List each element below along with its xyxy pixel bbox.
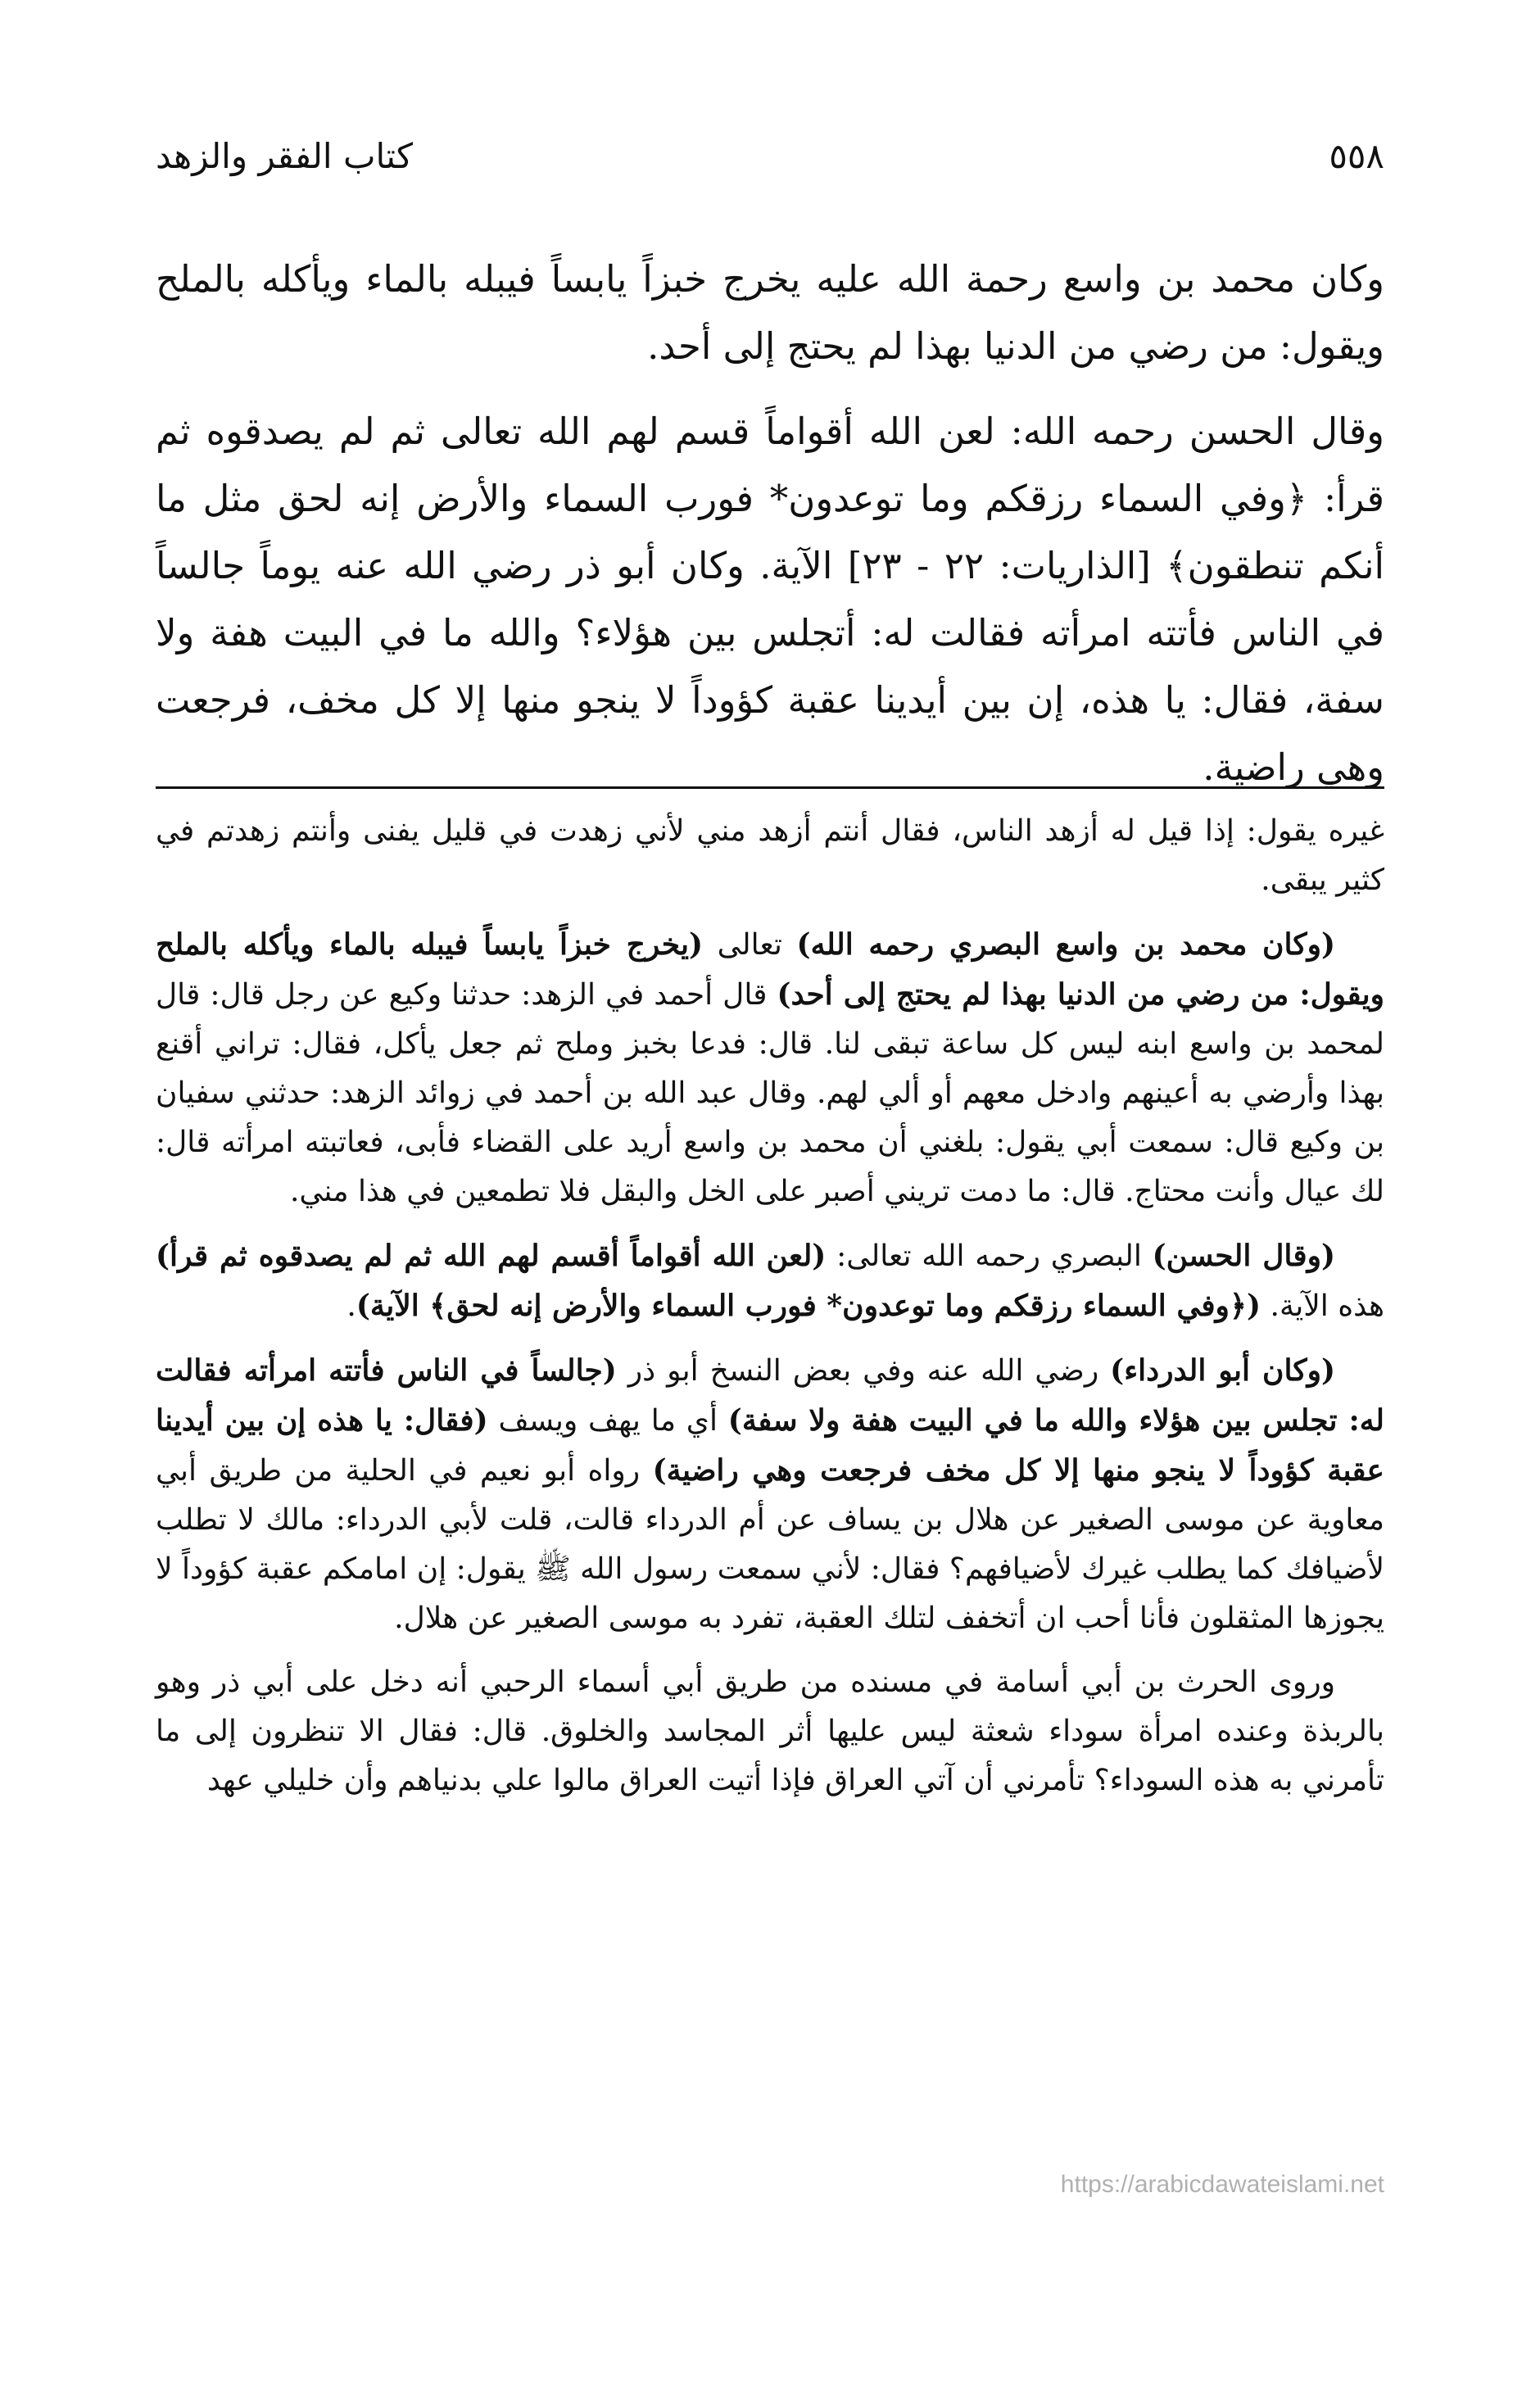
- commentary-text: البصري رحمه الله تعالى:: [826, 1239, 1153, 1273]
- commentary-text: رواه أبو نعيم في الحلية من طريق أبي معاوية عن موسى الصغير عن هلال بن يساف عن أم الدرداء قالت، قلت لأبي الدرداء: مالك لا تطلب لأضيافك كما يطلب غيرك لأضيافهم؟ فقال: لأني سمعت رسول الله ﷺ يقول: إن امامكم عقبة كؤوداً لا يجوزها المثقلون فأنا أحب ان أتخفف لتلك العقبة، تفرد به موسى الصغير عن هلال.: [156, 1454, 1384, 1635]
- commentary-paragraph-5: وروى الحرث بن أبي أسامة في مسنده من طريق أبي أسماء الرحبي أنه دخل على أبي ذر وهو بالربذة وعنده امرأة سوداء شعثة ليس عليها أثر المجاسد والخلوق. قال: فقال الا تنظرون إلى ما تأمرني به هذه السوداء؟ تأمرني أن آتي العراق فإذا أتيت العراق مالوا علي بدنياهم وأن خليلي عهد: [156, 1665, 1384, 1797]
- main-paragraph-2: وقال الحسن رحمه الله: لعن الله أقواماً قسم لهم الله تعالى ثم لم يصدقوه ثم قرأ: ﴿وفي السماء رزقكم وما توعدون* فورب السماء والأرض إنه لحق مثل ما أنكم تنطقون﴾ [الذاريات: ٢٢ - ٢٣] الآية. وكان أبو ذر رضي الله عنه يوماً جالساً في الناس فأتته امرأته فقالت له: أتجلس بين هؤلاء؟ والله ما في البيت هفة ولا سفة، فقال: يا هذه، إن بين أيدينا عقبة كؤوداً لا ينجو منها إلا كل مخف، فرجعت وهي راضية.: [156, 410, 1384, 789]
- commentary-text: أي ما يهف ويسف: [487, 1404, 728, 1438]
- commentary-text: قال أحمد في الزهد: حدثنا وكيع عن رجل قال: قال لمحمد بن واسع ابنه ليس كل ساعة تبقى لنا. قال: فدعا بخبز وملح ثم جعل يأكل، فقال: تراني أقنع بهذا وأرضي به أعينهم وادخل معهم أو ألي لهم. وقال عبد الله بن أحمد في زوائد الزهد: حدثني سفيان بن وكيع قال: سمعت أبي يقول: بلغني أن محمد بن واسع أريد على القضاء فأبى، فعاتبته امرأته قال: لك عيال وأنت محتاج. قال: ما دمت تريني أصبر على الخل والبقل فلا تطمعين في هذا مني.: [156, 978, 1384, 1208]
- quoted-text: (لعن الله أقواماً أقسم لهم الله ثم لم يصدقوه ثم قرأ): [156, 1239, 827, 1273]
- main-text: [156, 246, 1384, 819]
- commentary: [156, 807, 1384, 1820]
- commentary-text: هذه الآية.: [1261, 1289, 1384, 1323]
- running-title: كتاب الفقر والزهد: [156, 135, 413, 176]
- quoted-text: (﴿وفي السماء رزقكم وما توعدون* فورب السماء والأرض إنه لحق﴾ الآية): [356, 1289, 1261, 1323]
- commentary-paragraph-4: [156, 1346, 1384, 1643]
- quoted-text: (وكان محمد بن واسع البصري رحمه الله): [796, 927, 1335, 962]
- quoted-text: (وقال الحسن): [1152, 1239, 1336, 1273]
- commentary-paragraph-2: [156, 920, 1384, 1216]
- quoted-text: (فقال: يا هذه إن بين أيدينا عقبة كؤوداً لا ينجو منها إلا كل مخف فرجعت وهي راضية): [156, 1403, 1385, 1488]
- quoted-text: (يخرج خبزاً يابساً فيبله بالماء ويأكله بالملح ويقول: من رضي من الدنيا بهذا لم يحتج إلى أحد): [156, 927, 1384, 1012]
- watermark-url: https://arabicdawateislami.net: [1060, 2171, 1384, 2198]
- commentary-paragraph-1: غيره يقول: إذا قيل له أزهد الناس، فقال أنتم أزهد مني لأني زهدت في قليل يفنى وأنتم زهدتم في كثير يبقى.: [156, 814, 1384, 897]
- main-paragraph-1: وكان محمد بن واسع رحمة الله عليه يخرج خبزاً يابساً فيبله بالماء ويأكله بالملح ويقول: من رضي من الدنيا بهذا لم يحتج إلى أحد.: [156, 257, 1384, 368]
- commentary-text: .: [346, 1289, 356, 1323]
- quoted-text: (وكان أبو الدرداء): [1110, 1353, 1335, 1388]
- page-header: [156, 123, 1384, 188]
- commentary-text: تعالى: [703, 928, 797, 962]
- page-number: ٥٥٨: [1329, 135, 1384, 176]
- quoted-text: (جالساً في الناس فأتته امرأته فقالت له: تجلس بين هؤلاء والله ما في البيت هفة ولا سفة): [156, 1353, 1385, 1438]
- commentary-paragraph-3: [156, 1231, 1384, 1331]
- footnote-divider: [156, 786, 1384, 789]
- commentary-text: رضي الله عنه وفي بعض النسخ أبو ذر: [616, 1354, 1111, 1388]
